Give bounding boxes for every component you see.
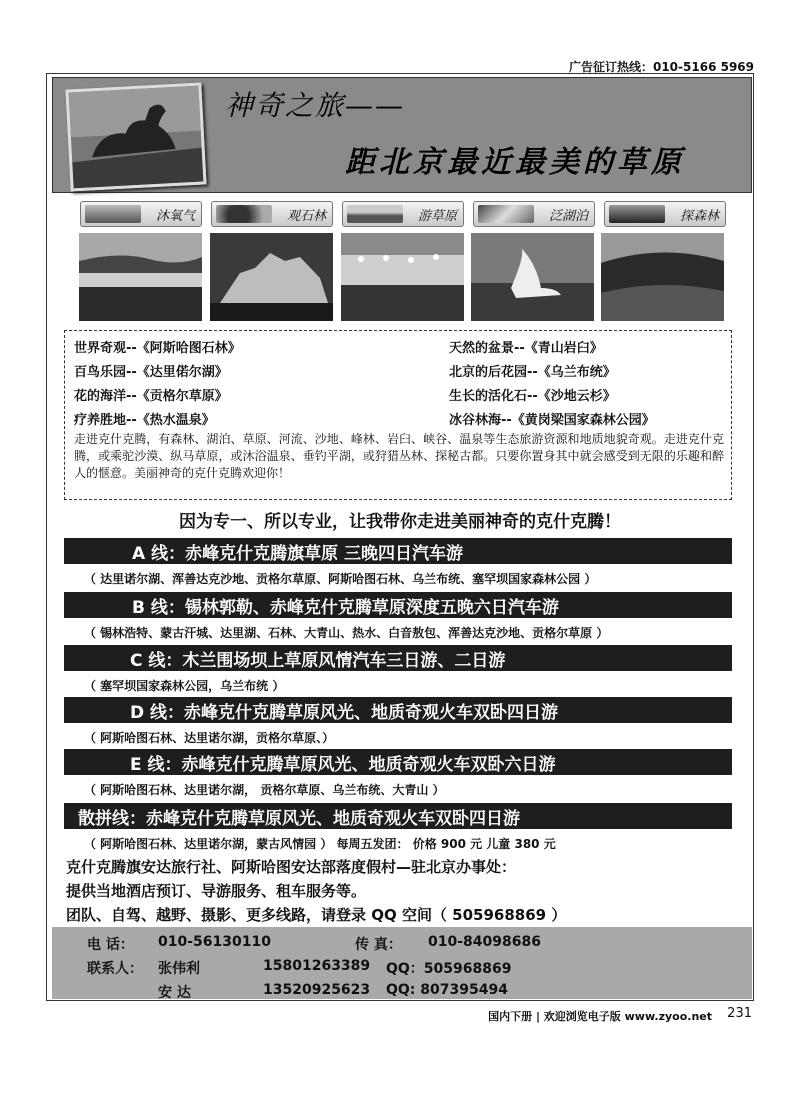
fax-number: 010-84098686 — [428, 934, 541, 950]
phone-label: 电 话： — [87, 937, 134, 953]
attraction-item: 生长的活化石--《沙地云杉》 — [449, 389, 616, 404]
route-e-title: E 线：赤峰克什克腾草原风光、地质奇观火车双卧六日游 — [64, 749, 732, 775]
attraction-item: 冰谷林海--《黄岗梁国家森林公园》 — [449, 413, 655, 428]
tab-lake: 泛湖泊 — [473, 201, 595, 227]
tab-forest: 探森林 — [604, 201, 726, 227]
route-e-detail: （ 阿斯哈图石林、达里诺尔湖， 贡格尔草原、乌兰布统、大青山 ） — [84, 783, 445, 797]
attraction-item: 疗养胜地--《热水温泉》 — [74, 413, 215, 428]
route-d-title: D 线：赤峰克什克腾草原风光、地质奇观火车双卧四日游 — [64, 697, 732, 723]
forest-icon — [609, 205, 665, 223]
slogan: 因为专一、所以专业，让我带你走进美丽神奇的克什克腾！ — [179, 512, 621, 532]
fax-label: 传 真： — [355, 937, 402, 953]
route-d-detail: （ 阿斯哈图石林、达里诺尔湖，贡格尔草原、） — [84, 731, 335, 745]
attraction-item: 世界奇观--《阿斯哈图石林》 — [74, 341, 241, 356]
lake-icon — [478, 205, 534, 223]
route-group-title: 散拼线：赤峰克什克腾草原风光、地质奇观火车双卧四日游 — [64, 803, 732, 829]
attraction-item: 北京的后花园--《乌兰布统》 — [449, 365, 616, 380]
attraction-item: 天然的盆景--《青山岩臼》 — [449, 341, 603, 356]
photo-yurts — [341, 233, 464, 321]
banner-subtitle: 距北京最近最美的草原 — [345, 145, 685, 180]
grassland-icon — [347, 205, 403, 223]
photo-grassland-lake — [79, 233, 202, 321]
contact-person-name: 张伟利 — [158, 961, 200, 977]
route-b-detail: （ 锡林浩特、蒙古汗城、达里湖、石林、大青山、热水、白音敖包、浑善达克沙地、贡格尔草原 ） — [84, 626, 609, 640]
agency-line: 提供当地酒店预订、导游服务、租车服务等。 — [66, 882, 367, 900]
footer-text: 国内下册 | 欢迎浏览电子版 www.zyoo.net — [488, 1010, 712, 1023]
tab-oxygen: 沐氧气 — [80, 201, 202, 227]
contact-person-mobile: 15801263389 — [263, 958, 371, 974]
route-c-title: C 线：木兰围场坝上草原风情汽车三日游、二日游 — [64, 645, 732, 671]
attraction-item: 花的海洋--《贡格尔草原》 — [74, 389, 228, 404]
contact-person-label: 联系人： — [87, 961, 143, 977]
route-a-detail: （ 达里诺尔湖、浑善达克沙地、贡格尔草原、阿斯哈图石林、乌兰布统、塞罕坝国家森林公园 ） — [84, 572, 597, 586]
page-number: 231 — [727, 1006, 752, 1021]
route-b-title: B 线：锡林郭勒、赤峰克什克腾草原深度五晚六日汽车游 — [64, 592, 732, 618]
photo-swan-lake — [471, 233, 594, 321]
tab-stone-forest: 观石林 — [211, 201, 333, 227]
route-group-detail: （ 阿斯哈图石林、达里诺尔湖，蒙古风情园 ） 每周五发团： 价格 900 元 儿童 380 元 — [84, 837, 556, 851]
rock-icon — [216, 205, 272, 223]
attraction-item: 百鸟乐园--《达里偌尔湖》 — [74, 365, 228, 380]
contact-person-name: 安 达 — [158, 985, 191, 1001]
photo-stone-forest — [210, 233, 333, 321]
route-a-title: A 线：赤峰克什克腾旗草原 三晚四日汽车游 — [64, 538, 732, 564]
sky-icon — [85, 205, 141, 223]
tab-grassland: 游草原 — [342, 201, 464, 227]
contact-person-qq: QQ: 807395494 — [386, 982, 508, 998]
intro-text: 走进克什克腾，有森林、湖泊、草原、河流、沙地、峰林、岩臼、峡谷、温泉等生态旅游资源和地质地貌奇观。走进克什克腾，或乘驼沙漠、纵马草原，或沐浴温泉、垂钓平湖，或狩猎丛林、探秘古都。只要你置身其中就会感受到无限的乐趣和醉人的惬意。美丽神奇的克什克腾欢迎你！ — [74, 432, 724, 480]
agency-line: 团队、自驾、越野、摄影、更多线路，请登录 QQ 空间（ 505968869 ） — [66, 906, 567, 924]
agency-line: 克什克腾旗安达旅行社、阿斯哈图安达部落度假村—驻北京办事处： — [66, 858, 517, 876]
phone-number: 010-56130110 — [158, 934, 271, 950]
contact-person-qq: QQ：505968869 — [386, 961, 512, 977]
banner-title: 神奇之旅—— — [225, 89, 406, 122]
ad-hotline: 广告征订热线：010-5166 5969 — [568, 60, 754, 74]
photo-forest — [601, 233, 724, 321]
route-c-detail: （ 塞罕坝国家森林公园，乌兰布统 ） — [84, 679, 285, 693]
contact-person-mobile: 13520925623 — [263, 982, 371, 998]
banner-rock-photo — [65, 83, 206, 192]
